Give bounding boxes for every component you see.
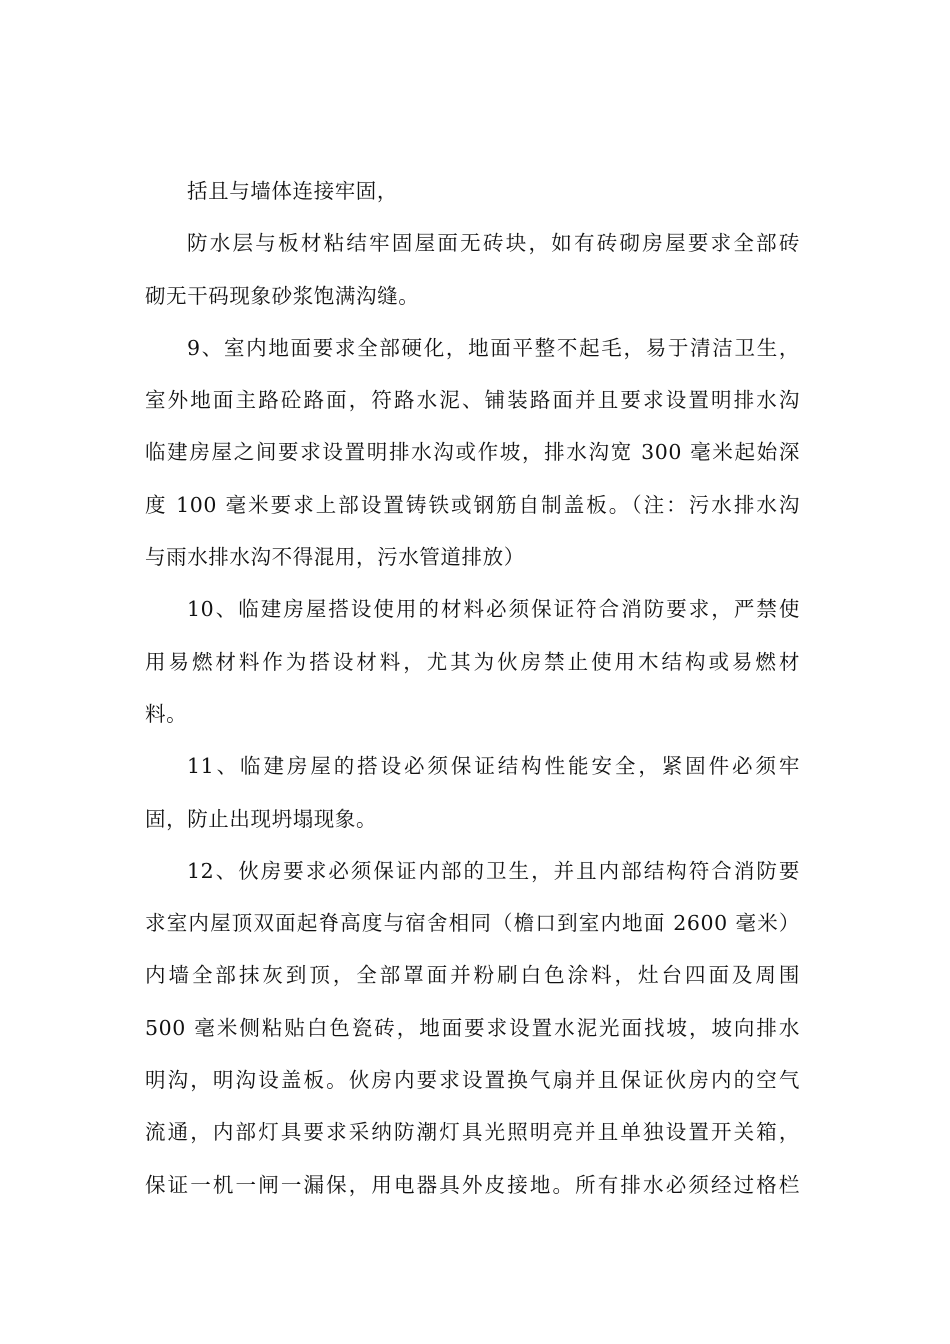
text-line: 与雨水排水沟不得混用，污水管道排放）: [145, 545, 525, 570]
text-line: 度 100 毫米要求上部设置铸铁或钢筋自制盖板。（注：污水排水沟: [145, 492, 800, 517]
text-line: 保证一机一闸一漏保，用电器具外皮接地。所有排水必须经过格栏: [145, 1172, 800, 1197]
text-line: 料。: [145, 701, 188, 726]
text-line: 内墙全部抹灰到顶，全部罩面并粉刷白色涂料，灶台四面及周围: [145, 963, 800, 988]
text-line: 10、临建房屋搭设使用的材料必须保证符合消防要求，严禁使: [187, 597, 800, 622]
paragraph-item-9-floor: [145, 322, 800, 583]
text-line: 砌无干码现象砂浆饱满沟缝。: [145, 283, 420, 308]
paragraph-wall-connection: [145, 165, 800, 217]
text-line: 室外地面主路砼路面，符路水泥、铺装路面并且要求设置明排水沟: [145, 388, 800, 413]
text-line: 9、室内地面要求全部硬化，地面平整不起毛，易于清洁卫生，: [187, 335, 800, 360]
text-line: 12、伙房要求必须保证内部的卫生，并且内部结构符合消防要: [187, 858, 800, 883]
paragraph-item-12-kitchen: [145, 845, 800, 1211]
text-line: 明沟，明沟设盖板。伙房内要求设置换气扇并且保证伙房内的空气: [145, 1068, 800, 1093]
paragraph-item-10-materials: [145, 583, 800, 740]
text-line: 括且与墙体连接牢固，: [187, 179, 398, 203]
text-line: 11、临建房屋的搭设必须保证结构性能安全，紧固件必须牢: [187, 754, 800, 779]
text-line: 500 毫米侧粘贴白色瓷砖，地面要求设置水泥光面找坡，坡向排水: [145, 1015, 800, 1040]
text-line: 流通，内部灯具要求采纳防潮灯具光照明亮并且单独设置开关箱，: [145, 1120, 800, 1145]
paragraph-item-11-structure: [145, 740, 800, 845]
text-line: 用易燃材料作为搭设材料，尤其为伙房禁止使用木结构或易燃材: [145, 649, 800, 674]
document-body: [145, 165, 800, 1211]
paragraph-waterproofing: [145, 217, 800, 322]
text-line: 固，防止出现坍塌现象。: [145, 806, 378, 831]
text-line: 临建房屋之间要求设置明排水沟或作坡，排水沟宽 300 毫米起始深: [145, 440, 800, 465]
text-line: 求室内屋顶双面起脊高度与宿舍相同（檐口到室内地面 2600 毫米）: [145, 911, 800, 936]
text-line: 防水层与板材粘结牢固屋面无砖块，如有砖砌房屋要求全部砖: [187, 231, 800, 256]
